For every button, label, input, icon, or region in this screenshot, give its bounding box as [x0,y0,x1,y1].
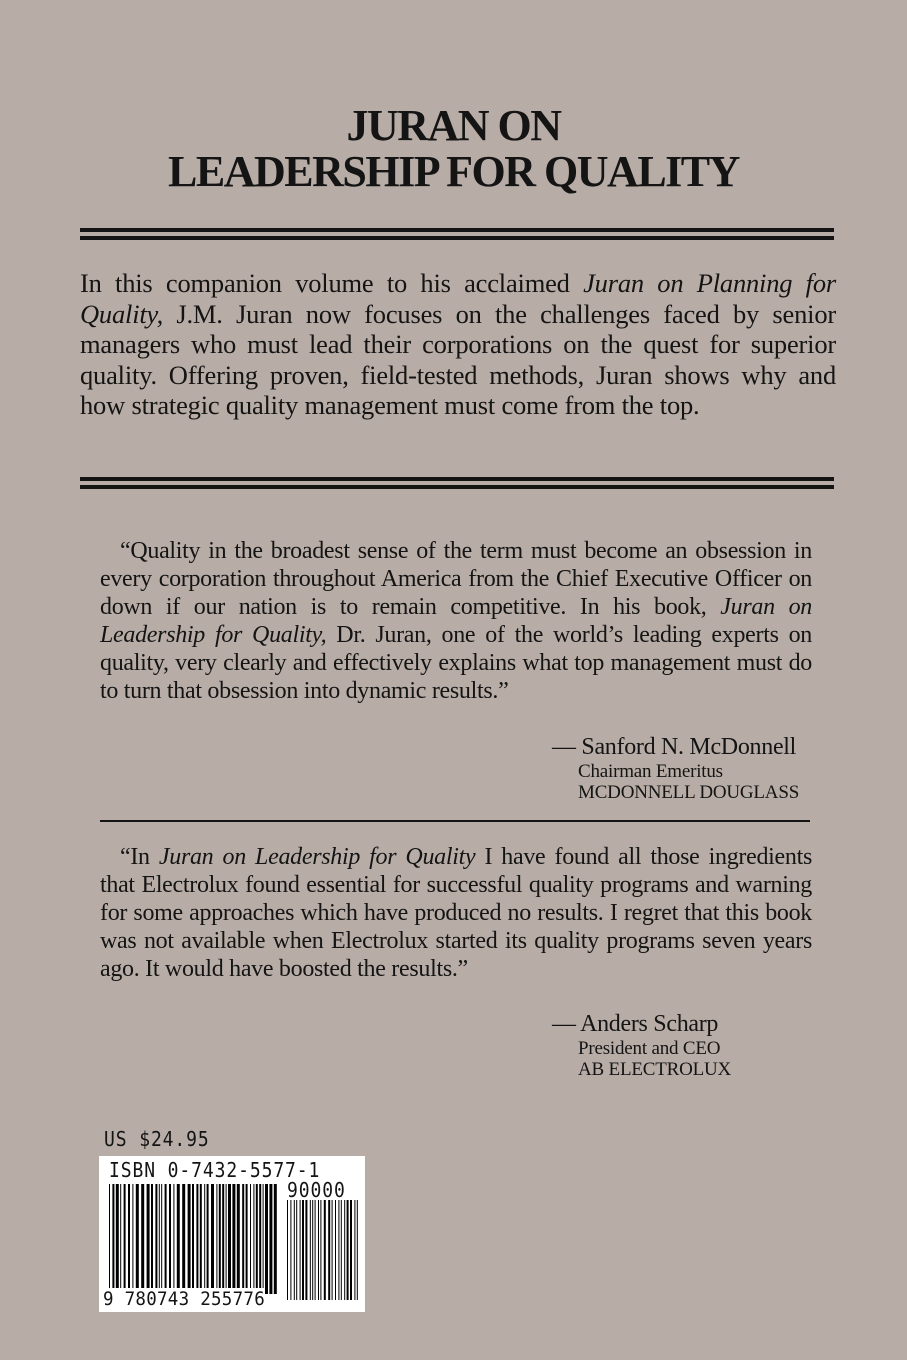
barcode-bar [219,1184,221,1294]
barcode-bar [250,1184,251,1294]
barcode-bar [200,1184,202,1294]
barcode-bar [237,1184,240,1294]
barcode-bar [347,1200,349,1300]
barcode-bar [296,1200,297,1300]
barcode-bar [161,1184,162,1294]
barcode-bar [151,1184,153,1294]
barcode-bar [350,1200,352,1300]
barcode-bar [116,1184,119,1294]
quote2-book-title: Juran on Leadership for Quality [158,844,476,870]
barcode-bar [354,1200,355,1300]
barcode-bar [232,1184,235,1294]
barcode-bar [169,1184,171,1294]
barcode-bar [287,1200,288,1300]
barcode-bar [332,1200,333,1300]
barcode-bar [120,1184,121,1294]
barcode-bar [147,1184,150,1294]
attribution-company: AB ELECTROLUX [578,1059,732,1080]
barcode-bar [290,1200,291,1300]
barcode-bar [222,1184,224,1294]
barcode-bar [324,1200,326,1300]
barcode-bar [173,1184,174,1294]
barcode-bar [338,1200,339,1300]
addon-bars [287,1200,358,1300]
barcode-bar [259,1184,261,1294]
barcode-bar [196,1184,198,1294]
barcode-bar [165,1184,167,1294]
blurb-rest: J.M. Juran now focuses on the challenges faced by senior managers who must lead their corporations on the quest for superior quality. Offering proven, field-tested methods, Juran shows why and how strategic quality management must come from the top. [80,298,836,420]
barcode-bar [302,1200,304,1300]
barcode-bar [341,1200,342,1300]
middle-double-rule [80,477,834,489]
barcode-bar [242,1184,244,1294]
barcode-bar [192,1184,194,1294]
attribution-mcdonnell [552,733,799,803]
quote-scharp [100,843,812,983]
barcode-bar [128,1184,130,1294]
barcode-bar [204,1184,205,1294]
quote2-part2: I have found all those ingredients that Electrolux found essential for successful quality programs and warning for some approaches which have produced no results. I regret that this book was not available when Electrolux started its quality programs seven years ago. It would have boosted the results.” [100,844,812,982]
barcode-bar [188,1184,191,1294]
quote-mcdonnell [100,537,812,705]
blurb-intro: In this companion volume to his acclaimed [80,268,584,298]
top-double-rule [80,228,834,240]
barcode-bar [141,1184,144,1294]
barcode-bar [269,1184,272,1294]
barcode-bar [109,1184,110,1294]
quote-divider [100,820,810,822]
barcode-bar [312,1200,313,1300]
quote1-book-title: Juran on Leadership for Quality, [100,594,812,648]
barcode-bar [357,1200,358,1300]
title-line-1: JURAN ON [346,101,561,150]
barcode-bar [315,1200,316,1300]
barcode-bar [300,1200,301,1300]
isbn-barcode [99,1156,365,1312]
attribution-name: — Sanford N. McDonnell [552,734,797,760]
barcode-bar [320,1200,321,1300]
barcode-bar [211,1184,214,1294]
barcode-bar [265,1184,268,1294]
barcode-bar [112,1184,114,1294]
barcode-bar [305,1200,307,1300]
book-description [80,268,836,421]
ean-number: 9 780743 255776 [103,1288,266,1310]
quote1-part1: “Quality in the broadest sense of the term must become an obsession in every corporation throughout America from the Chief Executive Officer on down if our nation is to remain competitive. In his book, [100,538,812,620]
attribution-name: — Anders Scharp [552,1011,719,1037]
barcode-bar [294,1200,295,1300]
blurb-book-title: Juran on Planning for Quality, [80,268,836,329]
quote1-part2: Dr. Juran, one of the world’s leading experts on quality, very clearly and effectively explains what top management must do to turn that obsession into dynamic results.” [100,622,812,704]
barcode-bar [216,1184,217,1294]
barcode-bar [228,1184,231,1294]
barcode-bar [335,1200,336,1300]
barcode-bar [159,1184,160,1294]
barcode-bar [132,1184,133,1294]
barcode-bar [274,1184,277,1294]
barcode-bar [256,1184,258,1294]
attribution-role: Chairman Emeritus [578,761,723,782]
barcode-bar [155,1184,157,1294]
barcode-bar [124,1184,126,1294]
isbn-number: ISBN 0-7432-5577-1 [109,1158,321,1182]
book-title [0,103,907,195]
barcode-bar [310,1200,311,1300]
price-label: US $24.95 [104,1127,210,1151]
ean-bars [109,1184,277,1294]
barcode-bar [263,1184,264,1294]
attribution-company: MCDONNELL DOUGLASS [578,782,800,803]
barcode-bar [253,1184,254,1294]
barcode-bar [177,1184,180,1294]
barcode-bar [318,1200,319,1300]
barcode-bar [182,1184,185,1294]
barcode-bar [246,1184,248,1294]
title-line-2: LEADERSHIP FOR QUALITY [168,147,739,196]
barcode-bar [207,1184,209,1294]
barcode-bar [136,1184,139,1294]
quote2-part1: “In [120,844,159,870]
attribution-role: President and CEO [578,1038,721,1059]
barcode-bar [344,1200,345,1300]
barcode-bar [226,1184,227,1294]
addon-number: 90000 [287,1178,346,1202]
barcode-bar [328,1200,330,1300]
attribution-scharp [552,1010,731,1080]
